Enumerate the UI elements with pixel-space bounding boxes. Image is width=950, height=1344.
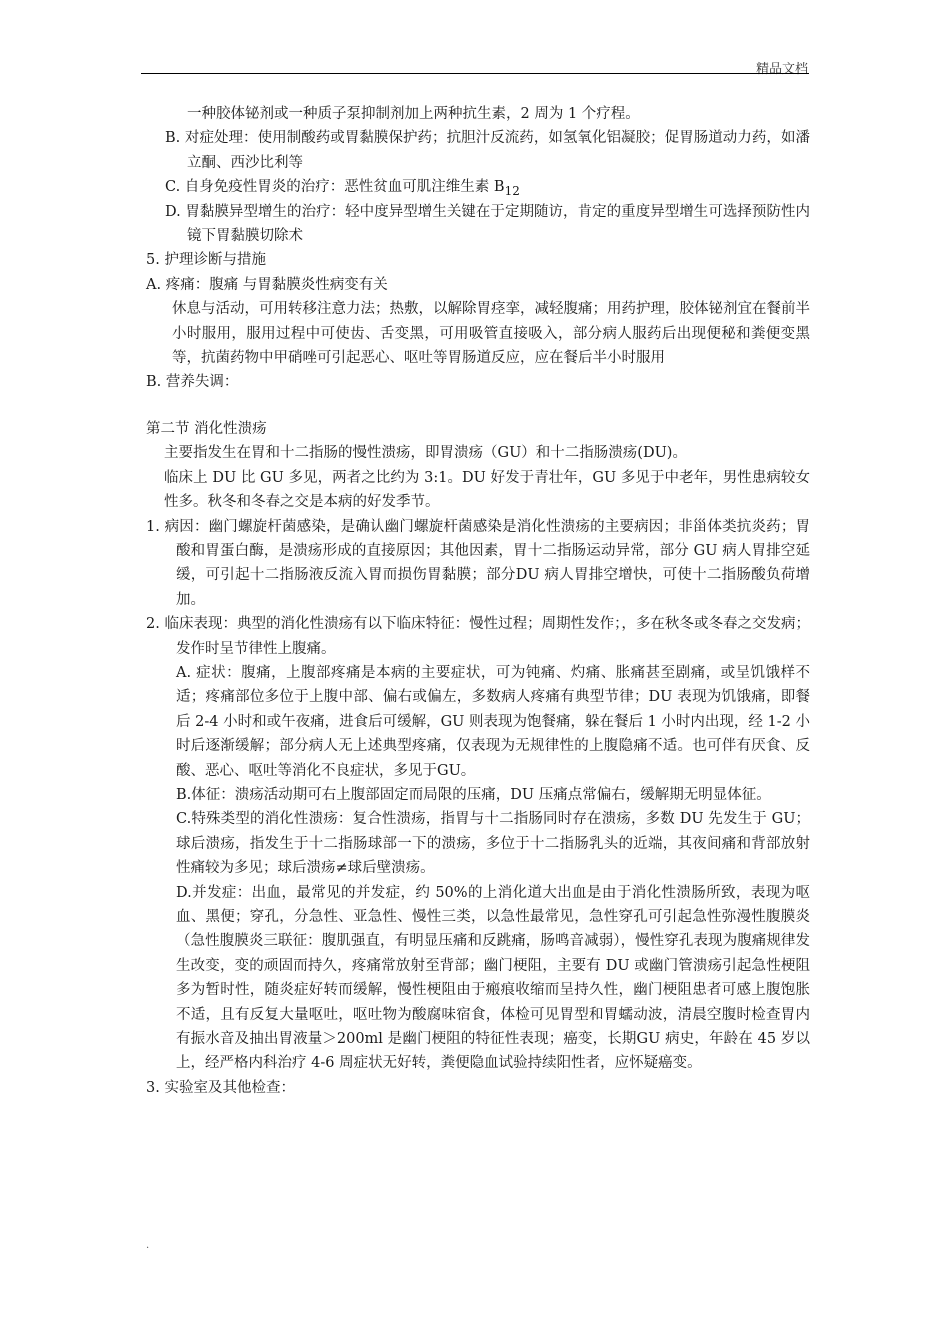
- paragraph-epidemiology: 临床上 DU 比 GU 多见，两者之比约为 3:1。DU 好发于青壮年，GU 多见于中老年，男性患病较女性多。秋冬和冬春之交是本病的好发季节。: [164, 469, 810, 511]
- paragraph-special-types: C.特殊类型的消化性溃疡：复合性溃疡，指胃与十二指肠同时存在溃疡，多数 DU 先发生于 GU；球后溃疡，指发生于十二指肠球部一下的溃疡，多位于十二指肠乳头的近端，其夜间痛和背部放射性痛较为多见；球后溃疡≠球后壁溃疡。: [176, 811, 810, 877]
- paragraph-pain-diagnosis: A. 疼痛：腹痛 与胃黏膜炎性病变有关: [146, 276, 388, 293]
- section-gap: [0, 395, 950, 417]
- footer-mark: .: [146, 1240, 150, 1251]
- paragraph-signs: B.体征：溃疡活动期可右上腹部固定而局限的压痛，DU 压痛点常偏右，缓解期无明显体征。: [176, 786, 771, 803]
- paragraph-treatment-regimen: 一种胶体铋剂或一种质子泵抑制剂加上两种抗生素，2 周为 1 个疗程。: [187, 106, 640, 122]
- section-title-peptic-ulcer: 第二节 消化性溃疡: [146, 420, 267, 437]
- document-body: [0, 102, 950, 1100]
- section-heading-nursing: 5. 护理诊断与措施: [146, 252, 266, 269]
- page-header-label: 精品文档: [755, 62, 808, 77]
- paragraph-dysplasia-treatment: D. 胃黏膜异型增生的治疗：轻中度异型增生关键在于定期随访，肯定的重度异型增生可选择预防性内镜下胃黏膜切除术: [165, 203, 810, 245]
- paragraph-definition: 主要指发生在胃和十二指肠的慢性溃疡，即胃溃疡（GU）和十二指肠溃疡(DU)。: [164, 445, 687, 462]
- paragraph-clinical-features: 2. 临床表现：典型的消化性溃疡有以下临床特征：慢性过程；周期性发作；，多在秋冬或冬春之交发病；发作时呈节律性上腹痛。: [146, 616, 810, 657]
- header-divider: [141, 73, 809, 74]
- paragraph-autoimmune-gastritis: [165, 175, 810, 199]
- paragraph-lab-exams: 3. 实验室及其他检查：: [146, 1079, 295, 1096]
- paragraph-pain-measures: 休息与活动，可用转移注意力法；热敷，以解除胃痉挛，减轻腹痛；用药护理，胶体铋剂宜在餐前半小时服用，服用过程中可使齿、舌变黑，可用吸管直接吸入，部分病人服药后出现便秘和粪便变黑等，抗菌药物中甲硝唑可引起恶心、呕吐等胃肠道反应，应在餐后半小时服用: [172, 301, 810, 367]
- paragraph-nutrition: B. 营养失调：: [146, 374, 239, 391]
- paragraph-symptoms: A. 症状：腹痛，上腹部疼痛是本病的主要症状，可为钝痛、灼痛、胀痛甚至剧痛，或呈饥饿样不适；疼痛部位多位于上腹中部、偏右或偏左，多数病人疼痛有典型节律；DU 表现为饥饿痛，即餐后 2-4 小时和或午夜痛，进食后可缓解，GU 则表现为饱餐痛，躲在餐后 1 小时内出现，经 1-2 小时后逐渐缓解；部分病人无上述典型疼痛，仅表现为无规律性的上腹隐痛不适。也可伴有厌食、反酸、恶心、呕吐等消化不良症状，多见于GU。: [176, 664, 810, 779]
- paragraph-etiology: 1. 病因：幽门螺旋杆菌感染，是确认幽门螺旋杆菌感染是消化性溃疡的主要病因；非甾体类抗炎药；胃酸和胃蛋白酶，是溃疡形成的直接原因；其他因素，胃十二指肠运动异常，部分 GU 病人胃排空延缓，可引起十二指肠液反流入胃而损伤胃黏膜；部分DU 病人胃排空增快，可使十二指肠酸负荷增加。: [146, 518, 810, 608]
- paragraph-complications: D.并发症：出血，最常见的并发症，约 50%的上消化道大出血是由于消化性溃肠所致，表现为呕血、黑便；穿孔，分急性、亚急性、慢性三类，以急性最常见，急性穿孔可引起急性弥漫性腹膜炎（急性腹膜炎三联征：腹肌强直，有明显压痛和反跳痛，肠鸣音减弱），慢性穿孔表现为腹痛规律发生改变，变的顽固而持久，疼痛常放射至背部；幽门梗阻，主要有 DU 或幽门管溃疡引起急性梗阻多为暂时性，随炎症好转而缓解，慢性梗阻由于瘢痕收缩而呈持久性，幽门梗阻患者可感上腹饱胀不适，且有反复大量呕吐，呕吐物为酸腐味宿食，体检可见胃型和胃蠕动波，清晨空腹时检查胃内有振水音及抽出胃液量＞200ml 是幽门梗阻的特征性表现；癌变，长期GU 病史，年龄在 45 岁以上，经严格内科治疗 4-6 周症状无好转，粪便隐血试验持续阳性者，应怀疑癌变。: [176, 884, 810, 1072]
- paragraph-symptomatic-treatment: B. 对症处理：使用制酸药或胃黏膜保护药；抗胆汁反流药，如氢氧化铝凝胶；促胃肠道动力药，如潘立酮、西沙比利等: [165, 130, 810, 171]
- vitamin-subscript: 12: [504, 184, 520, 199]
- autoimmune-gastritis-text: C. 自身免疫性胃炎的治疗：恶性贫血可肌注维生素 B: [165, 179, 505, 196]
